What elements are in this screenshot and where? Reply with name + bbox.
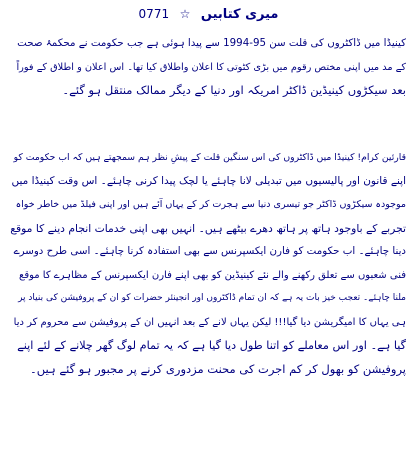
text-line: دینا چاہئے۔ اب حکومت کو فارن ایکسپرنس سے بھی استفادہ کرنا چاہئے۔ اسی طرح دوسرے [13, 245, 406, 257]
text-line: ملنا چاہئے۔ تعجب خیز بات یہ ہے کہ ان تمام ڈاکٹروں اور انجینئر حضرات کو ان کے پروفیشن کی بنیاد پر [18, 293, 406, 303]
text-line: کینیڈا میں ڈاکٹروں کی قلت سن 95-1994 سے پیدا ہوئی ہے جب حکومت نے محکمۂ صحت [17, 37, 406, 49]
text-line: تجربے کے باوجود ہاتھ پر ہاتھ دھرے بیٹھے ہیں۔ انہیں بھی اپنی خدمات انجام دینے کا موقع [10, 221, 406, 235]
text-line: کے مد میں اپنی مختص رقوم میں بڑی کٹوتی کا اعلان واطلاق کیا تھا۔ اس اعلان و اطلاق کے فوراً [16, 61, 406, 73]
text-line: فنی شعبوں سے تعلق رکھنے والے نئے کینیڈین کو بھی اپنے فارن ایکسپرنس کے مظاہرے کا موقع [19, 269, 406, 281]
paragraph-2 [10, 146, 406, 381]
text-line: اپنے قانون اور پالیسیوں میں تبدیلی لانا چاہئے یا لچک پیدا کرنی چاہئے۔ اس وقت کینیڈا میں [11, 174, 406, 187]
heading-title: میری کتابیں [200, 7, 279, 22]
heading-number: 0771 [138, 7, 170, 21]
paragraph-1 [10, 32, 406, 103]
text-line: ہی یہاں کا امیگریشن دیا گیا!!! لیکن یہاں لانے کے بعد انہیں ان کے پروفیشن سے محروم کر دیا [13, 316, 406, 328]
text-line: گیا ہے۔ اور اس معاملے کو اتنا طول دیا گیا ہے کہ یہ تمام لوگ گھر چلانے کے لئے اپنے [17, 339, 406, 352]
page-heading [0, 4, 417, 25]
star-icon: ☆ [179, 7, 191, 21]
text-line: موجودہ سیکڑوں ڈاکٹر جو تیسری دنیا سے ہجرت کر کے یہاں آئے ہیں اور اپنی فیلڈ میں خاطر خواہ [15, 199, 406, 210]
text-line: بعد سیکڑوں کینیڈین ڈاکٹر امریکہ اور دنیا کے دیگر ممالک منتقل ہو گئے۔ [62, 83, 406, 97]
text-line: قارئین کرام! کینیڈا میں ڈاکٹروں کی اس سنگین قلت کے پیشِ نظر ہم سمجھتے ہیں کہ اب حکومت کو [13, 152, 406, 163]
text-line: پروفیشن کو بھول کر کم اجرت کی محنت مزدوری کرنے پر مجبور ہو گئے ہیں۔ [30, 361, 406, 376]
